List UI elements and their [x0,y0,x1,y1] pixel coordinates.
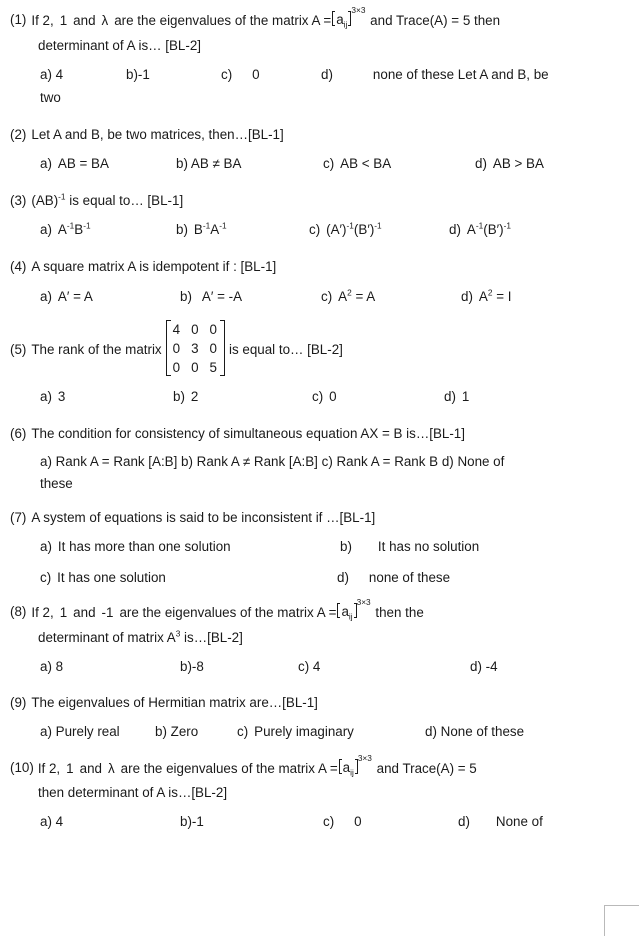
question-4-text: A square matrix A is idempotent if : [BL-1] [31,259,277,275]
q1-t5: are the eigenvalues of the matrix [114,13,309,28]
q8-matrix-label: A = [316,604,337,620]
matrix-cell: 0 [209,340,217,356]
option-7a-value: It has more than one solution [57,539,231,555]
q10-matrix-label: A = [317,761,338,777]
option-2b-key: b) [176,156,188,172]
q10-matrix-notation: $a_{ij}$ 3×3 [339,758,372,777]
q1-matrix-label: A = [311,13,332,28]
option-2d[interactable] [475,154,544,174]
question-8-text [31,596,643,622]
question-10-number: (10) [10,760,34,776]
option-4d-sup: 2 [487,287,493,298]
option-3b[interactable] [176,220,309,240]
option-7c[interactable] [40,568,337,588]
question-1-line [0,5,643,30]
option-8d-value: -4 [485,658,498,674]
matrix-cell: 0 [172,359,181,375]
question-9-line [0,693,643,712]
question-9-options [0,722,643,742]
question-10-line [0,753,643,778]
option-8c[interactable] [298,657,470,677]
option-10b-value: -1 [191,814,204,830]
option-8b[interactable] [180,657,298,677]
matrix-cell: 5 [209,359,217,375]
option-2c-value: AB < BA [340,156,392,172]
option-9c[interactable] [237,722,425,742]
question-2-text: Let A and B, be two matrices, then…[BL-1] [31,127,284,143]
option-8a-value: 8 [55,658,64,674]
question-paper-page [0,5,643,936]
option-9b[interactable] [155,722,237,742]
option-3a-sup1: -1 [66,220,75,231]
option-3c-base1: (A′) [326,222,347,238]
option-8a[interactable] [40,657,180,677]
q5-pre: The rank of the matrix [31,341,162,357]
question-9-text: The eigenvalues of Hermitian matrix are…[BL-1] [31,694,318,710]
option-4c-base: A [338,288,348,304]
question-block-3 [0,191,643,240]
option-3c-key: c) [309,222,321,238]
option-10b-key: b) [180,814,192,830]
option-8a-key: a) [40,658,52,674]
question-10-options [0,812,643,832]
option-2a-key: a) [40,156,52,172]
question-3-number: (3) [10,193,27,209]
option-1c-key: c) [221,67,233,83]
question-5-number: (5) [10,341,27,357]
option-4a-key: a) [40,288,52,304]
option-9a[interactable] [40,722,155,742]
q8-matrix-symbol: a [341,603,349,619]
option-3c[interactable] [309,220,449,240]
q8-cont-sup: 3 [175,628,181,639]
option-7c-value: It has one solution [57,569,166,585]
option-3a[interactable] [40,220,176,240]
option-5b[interactable] [173,387,312,407]
question-10-text [37,753,643,778]
option-4c[interactable] [321,287,461,307]
page-corner-mark [604,905,639,936]
option-4a[interactable] [40,287,180,307]
q10-t5: are the eigenvalues of the matrix [120,761,315,777]
q8-matrix-sub: ij [348,611,353,622]
question-10-continuation: then determinant of A is…[BL-2] [38,785,228,801]
question-block-7 [0,508,643,587]
question-block-1 [0,5,643,107]
option-9d-key: d) [425,723,437,739]
question-block-6 [0,424,643,494]
question-block-10 [0,753,643,832]
option-2b-value: AB ≠ BA [190,156,242,172]
option-3d-base2: (B′) [483,222,504,238]
q1-t2: 1 [59,13,68,28]
option-8d-key: d) [470,658,482,674]
option-8b-key: b) [180,658,192,674]
question-8-continuation [0,628,643,647]
question-6-number: (6) [10,426,27,442]
q5-post: is equal to… [BL-2] [228,341,343,357]
option-4b-value: A′ = -A [201,288,243,304]
option-3c-base2: (B′) [353,222,375,238]
question-block-2 [0,125,643,174]
option-3c-sup2: -1 [374,220,382,231]
q10-t2: 1 [66,761,74,777]
option-1c[interactable] [221,65,321,85]
option-7b[interactable] [340,537,479,557]
q10-t3: and [79,761,102,777]
option-5a-value: 3 [57,389,66,405]
option-1d[interactable] [321,65,549,85]
q10-lambda: λ [107,761,115,777]
option-9c-value: Purely imaginary [254,723,354,739]
bracket-right-icon [355,759,358,774]
option-3d-key: d) [449,222,461,238]
question-8-number: (8) [10,603,27,619]
question-4-line [0,257,643,276]
q8-t2: 1 [59,604,68,620]
option-5d[interactable] [444,387,469,407]
option-10a-key: a) [40,814,52,830]
option-1d-value: none of these Let A and B, be [372,67,549,83]
question-5-options [0,387,643,407]
option-3b-sup1: -1 [202,220,211,231]
option-2d-value: AB > BA [492,156,544,172]
option-8b-value: -8 [191,658,204,674]
q10-t1: If 2, [37,761,61,777]
matrix-cell: 0 [191,321,199,337]
option-7b-value: It has no solution [377,539,480,555]
question-8-line [0,596,643,622]
question-1-options [0,65,643,85]
option-5c-key: c) [312,389,324,405]
option-7b-key: b) [340,539,352,555]
option-4c-sup: 2 [347,287,352,298]
option-2a[interactable] [40,154,176,174]
option-7c-key: c) [40,569,52,585]
option-7d-key: d) [337,569,349,585]
option-9b-key: b) [155,723,167,739]
option-10c-key: c) [323,814,335,830]
q5-matrix [166,320,225,377]
q10-matrix-sub: ij [350,767,354,778]
option-5a-key: a) [40,389,52,405]
q8-cont-pre: determinant of matrix A [38,629,176,645]
option-10a-value: 4 [55,814,64,830]
q8-cont-post: is…[BL-2] [180,629,243,645]
matrix-row [171,339,226,358]
matrix-cell: 3 [191,340,199,356]
question-7-options-row1 [0,537,643,557]
matrix-row [171,358,226,377]
q3-post: is equal to… [BL-1] [69,193,184,209]
question-3-options [0,220,643,240]
option-5d-key: d) [444,389,456,405]
option-2b[interactable] [176,154,323,174]
option-5b-key: b) [173,389,185,405]
option-3b-key: b) [176,222,188,238]
option-4a-value: A′ = A [57,288,93,304]
question-2-line [0,125,643,144]
question-block-8 [0,596,643,677]
question-block-4 [0,257,643,306]
option-10a[interactable] [40,812,180,832]
q1-t1: If 2, [31,13,54,28]
option-7d-value: none of these [368,569,451,585]
bracket-left-icon [332,11,335,26]
option-4b[interactable] [180,287,321,307]
q1-matrix-sub: ij [343,19,348,30]
option-9b-value: Zero [170,723,199,739]
question-block-9 [0,693,643,742]
question-6-options[interactable] [0,452,643,472]
question-1-text [31,5,643,30]
question-2-options [0,154,643,174]
q8-matrix-notation: $a_{ij}$ 3×3 [337,602,370,621]
bracket-right-icon [348,11,351,26]
option-3d-sup2: -1 [503,220,512,231]
q8-t1: If 2, [31,604,54,620]
matrix-cell: 0 [191,359,199,375]
question-3-text [31,191,643,210]
question-8-options [0,657,643,677]
q5-matrix-table [171,320,226,377]
option-9c-key: c) [237,723,249,739]
option-9a-key: a) [40,723,52,739]
bracket-left-icon [337,603,340,618]
option-4b-key: b) [180,288,192,304]
question-6-options-continuation: these [40,476,73,492]
matrix-cell: 0 [209,321,217,337]
option-4d-base: A [478,288,488,304]
option-1a-key: a) [40,67,52,83]
question-3-line [0,191,643,210]
option-7a-key: a) [40,539,52,555]
q10-matrix-symbol: a [342,760,351,776]
question-1-options-continuation: two [40,90,61,106]
option-4d[interactable] [461,287,511,307]
option-2a-value: AB = BA [57,156,109,172]
option-1b[interactable] [126,65,221,85]
option-10b[interactable] [180,812,323,832]
matrix-row [171,320,226,339]
question-6-options-inline: a) Rank A = Rank [A:B] b) Rank A ≠ Rank [A:B] c) Rank A = Rank B d) None of [40,454,505,470]
option-9d[interactable] [425,722,524,742]
question-block-5 [0,321,643,408]
q8-t4: -1 [101,604,114,620]
option-2c[interactable] [323,154,475,174]
q1-t3: and [73,13,96,28]
q3-sup: -1 [58,191,66,202]
option-1a[interactable] [40,65,126,85]
option-8d[interactable] [470,657,498,677]
option-10c-value: 0 [354,814,362,830]
option-9d-value: None of these [440,723,525,739]
q1-t6: and Trace(A) = 5 then [370,13,501,28]
option-5a[interactable] [40,387,173,407]
question-4-number: (4) [10,259,27,275]
question-4-options [0,287,643,307]
option-3a-base1: A [57,222,67,238]
option-10d[interactable] [458,812,543,832]
option-4d-tail: = I [492,288,512,304]
option-1a-value: 4 [55,67,64,83]
option-3d[interactable] [449,220,511,240]
option-1c-value: 0 [252,67,260,83]
q8-t6: then the [375,604,424,620]
option-8c-value: 4 [312,658,321,674]
option-3b-sup2: -1 [219,220,227,231]
option-7a[interactable] [40,537,340,557]
option-7d[interactable] [337,568,450,588]
question-5-line [0,321,643,378]
option-10d-key: d) [458,814,470,830]
option-9a-value: Purely real [55,723,120,739]
option-3c-sup1: -1 [346,220,354,231]
bracket-right-icon [354,603,357,618]
question-6-line [0,424,643,443]
question-1-continuation: determinant of A is… [BL-2] [38,38,202,54]
question-1-number: (1) [10,12,27,27]
option-4d-key: d) [461,288,473,304]
option-2c-key: c) [323,156,335,172]
q1-lambda: λ [101,13,109,28]
question-6-text: The condition for consistency of simultaneous equation AX = B is…[BL-1] [31,426,465,442]
question-7-line [0,508,643,527]
matrix-bracket-right-icon [220,320,225,376]
option-1d-key: d) [321,67,333,83]
q3-pre: (AB) [31,193,59,209]
q8-t5: are the eigenvalues of the matrix [119,604,314,620]
question-2-number: (2) [10,127,27,143]
option-10c[interactable] [323,812,458,832]
option-3b-base1: B [193,222,203,238]
q1-matrix-notation: $a_{ij}$ 3×3 [332,10,365,29]
question-5-text [31,321,643,378]
option-2d-key: d) [475,156,487,172]
question-7-number: (7) [10,510,27,526]
option-3a-base2: B [74,222,84,238]
option-1b-value: -1 [137,67,150,83]
option-5b-value: 2 [190,389,199,405]
option-3d-sup1: -1 [475,220,484,231]
question-7-text: A system of equations is said to be inconsistent if …[BL-1] [31,510,376,526]
option-10d-value: None of [495,814,543,830]
option-5d-value: 1 [461,389,470,405]
option-8c-key: c) [298,658,310,674]
option-5c[interactable] [312,387,444,407]
q8-t3: and [73,604,96,620]
q1-matrix-symbol: a [336,12,344,27]
option-5c-value: 0 [329,389,337,405]
option-3a-sup2: -1 [83,220,91,231]
option-4c-tail: = A [351,288,376,304]
matrix-cell: 4 [172,321,181,337]
q10-t6: and Trace(A) = 5 [376,761,477,777]
bracket-left-icon [339,759,342,774]
question-7-options-row2 [0,568,643,588]
option-1b-key: b) [126,67,138,83]
option-3b-base2: A [210,222,220,238]
matrix-cell: 0 [172,340,181,356]
option-4c-key: c) [321,288,333,304]
question-9-number: (9) [10,694,27,710]
option-3d-base1: A [466,222,476,238]
option-3a-key: a) [40,222,52,238]
